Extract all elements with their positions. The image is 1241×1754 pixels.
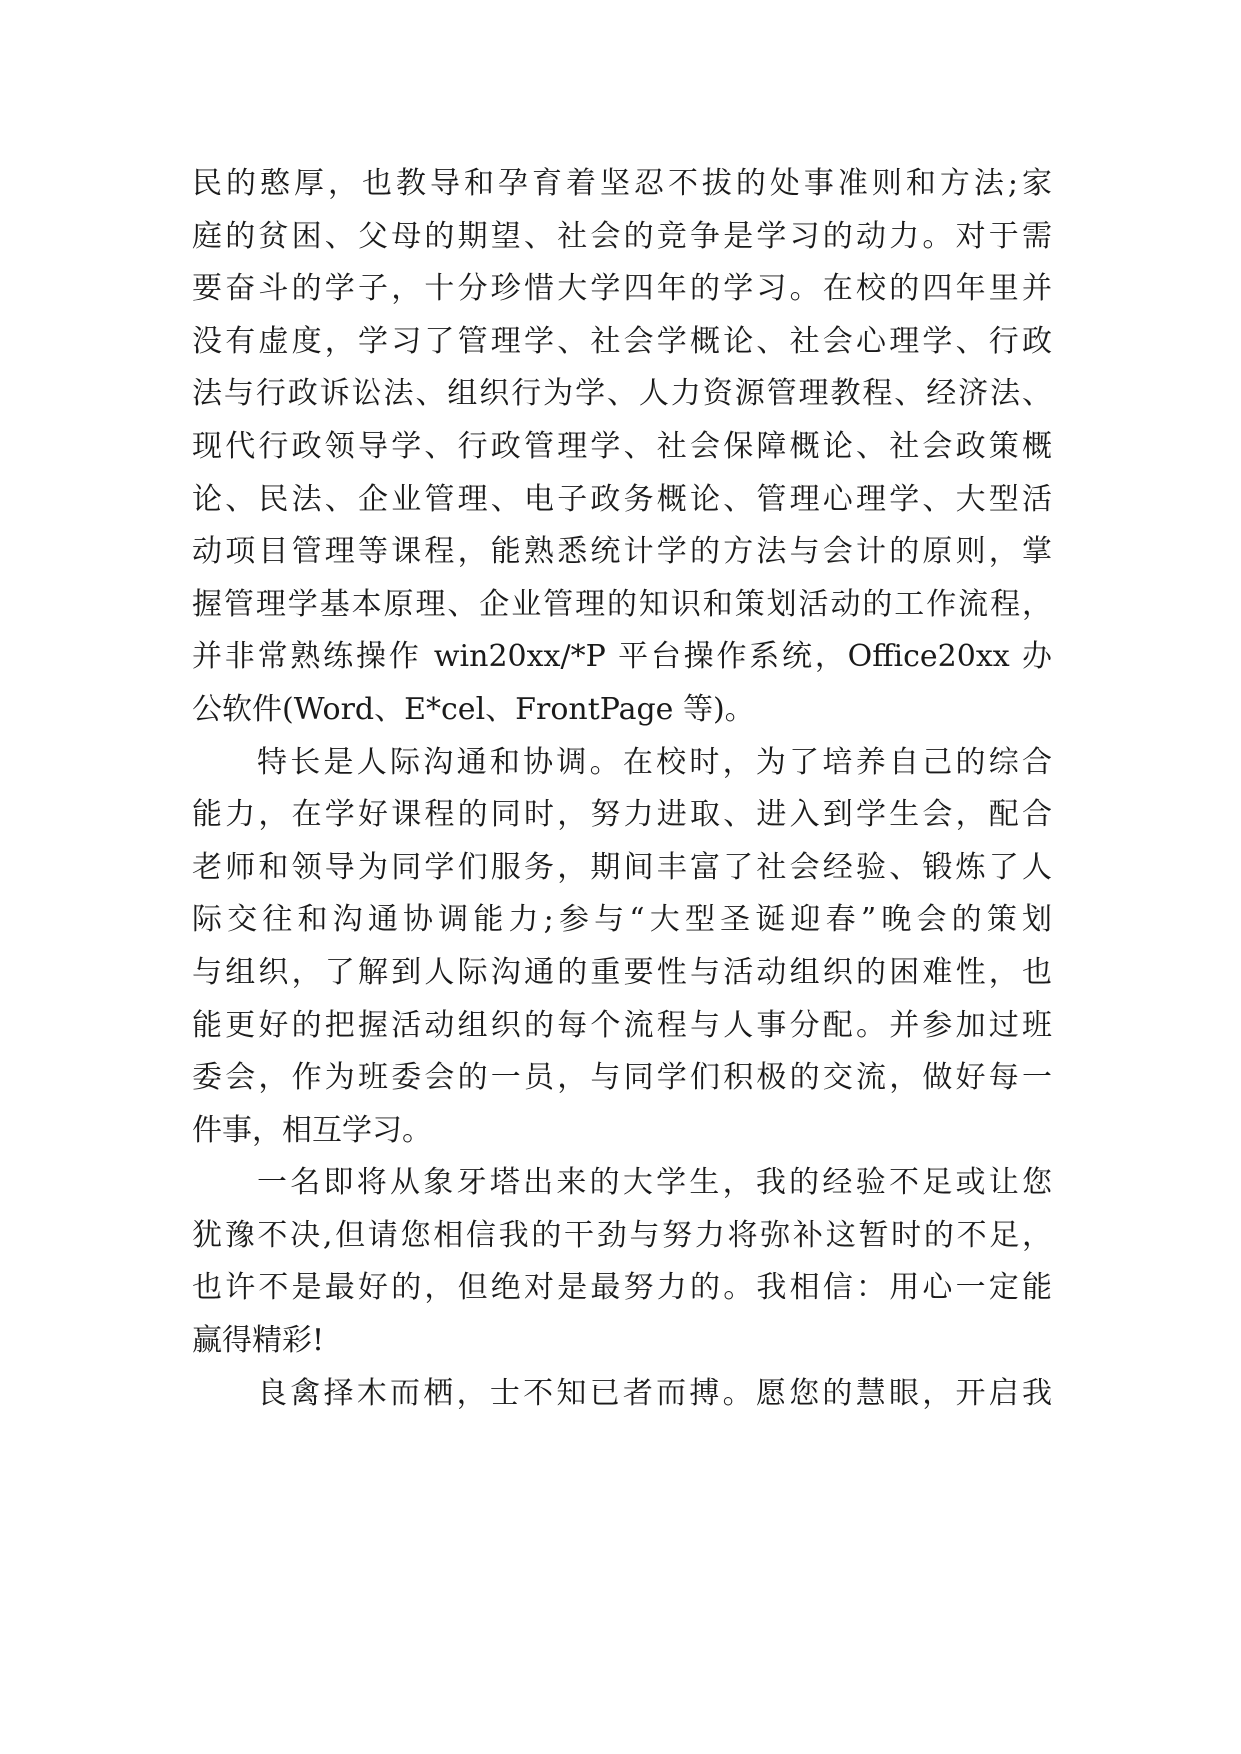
text-line: 能力，在学好课程的同时，努力进取、进入到学生会，配合 xyxy=(192,797,1052,833)
text-line: 法与行政诉讼法、组织行为学、人力资源管理教程、经济法、 xyxy=(192,376,1052,412)
text-line: 庭的贫困、父母的期望、社会的竞争是学习的动力。对于需 xyxy=(192,218,1052,254)
paragraph-first-line: 良禽择木而栖，士不知已者而搏。愿您的慧眼，开启我 xyxy=(257,1375,1052,1411)
paragraph-first-line: 特长是人际沟通和协调。在校时，为了培养自己的综合 xyxy=(257,744,1052,780)
text-line: 赢得精彩! xyxy=(192,1323,325,1359)
text-line: 与组织，了解到人际沟通的重要性与活动组织的困难性，也 xyxy=(192,954,1052,990)
body-text xyxy=(192,158,1052,1420)
text-line: 件事，相互学习。 xyxy=(192,1112,432,1148)
text-line: 公软件(Word、E*cel、FrontPage 等)。 xyxy=(192,691,755,727)
text-line: 并非常熟练操作 win20xx/*P 平台操作系统，Office20xx 办 xyxy=(192,639,1052,675)
text-line: 能更好的把握活动组织的每个流程与人事分配。并参加过班 xyxy=(192,1007,1052,1043)
text-line: 要奋斗的学子，十分珍惜大学四年的学习。在校的四年里并 xyxy=(192,271,1052,307)
text-line: 也许不是最好的，但绝对是最努力的。我相信：用心一定能 xyxy=(192,1270,1052,1306)
text-line: 老师和领导为同学们服务，期间丰富了社会经验、锻炼了人 xyxy=(192,849,1052,885)
text-line: 现代行政领导学、行政管理学、社会保障概论、社会政策概 xyxy=(192,428,1052,464)
text-line: 委会，作为班委会的一员，与同学们积极的交流，做好每一 xyxy=(192,1060,1052,1096)
text-line: 没有虚度，学习了管理学、社会学概论、社会心理学、行政 xyxy=(192,323,1052,359)
text-line: 论、民法、企业管理、电子政务概论、管理心理学、大型活 xyxy=(192,481,1052,517)
paragraph-first-line: 一名即将从象牙塔出来的大学生，我的经验不足或让您 xyxy=(257,1165,1052,1201)
text-line: 动项目管理等课程，能熟悉统计学的方法与会计的原则，掌 xyxy=(192,534,1052,570)
text-line: 握管理学基本原理、企业管理的知识和策划活动的工作流程， xyxy=(192,586,1052,622)
text-line: 民的憨厚，也教导和孕育着坚忍不拔的处事准则和方法;家 xyxy=(192,166,1052,201)
text-line: 犹豫不决,但请您相信我的干劲与努力将弥补这暂时的不足， xyxy=(192,1217,1052,1253)
text-line: 际交往和沟通协调能力;参与“大型圣诞迎春”晚会的策划 xyxy=(192,902,1052,938)
